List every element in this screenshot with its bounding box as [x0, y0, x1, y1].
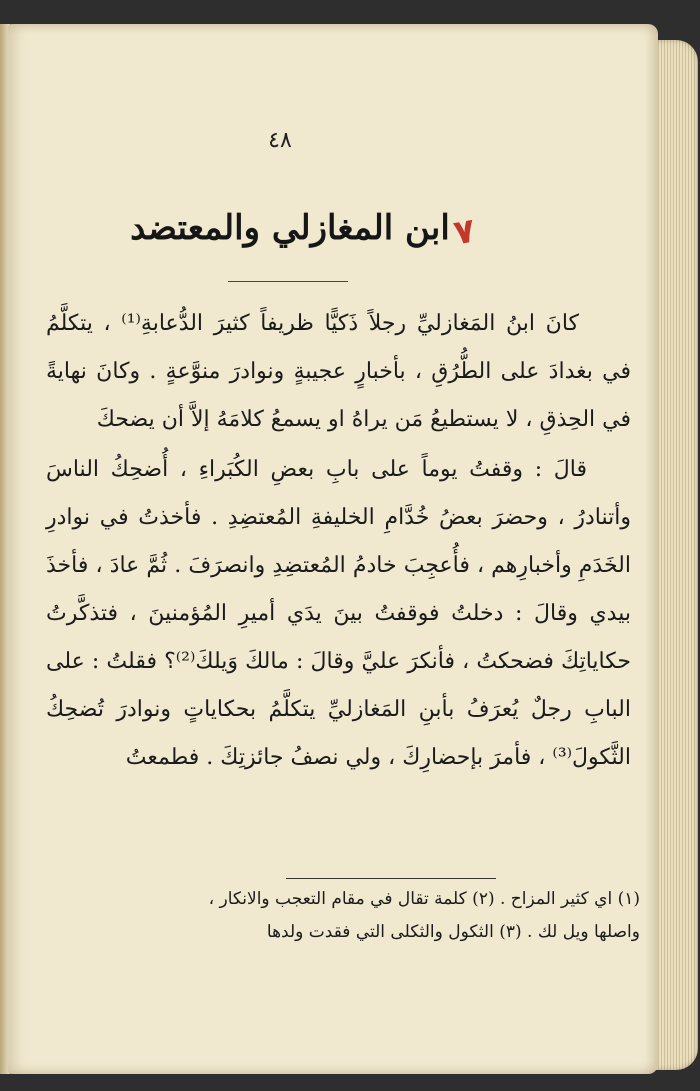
footnote-line-1: (١) اي كثير المزاح . (٢) كلمة تقال في مقام التعجب والانكار ،	[208, 889, 640, 909]
title-divider	[228, 281, 348, 282]
footnote-line-2: واصلها ويل لك . (٣) الثكول والثكلى التي فقدت ولدها	[266, 922, 640, 942]
body-text	[46, 300, 631, 782]
margin-mark: ٧	[450, 210, 479, 254]
footnotes	[30, 883, 640, 949]
paragraph-1: كانَ ابنُ المَغازليِّ رجلاً ذَكيًّا ظريفاً كثيرَ الدُّعابةِ⁽¹⁾ ، يتكلَّمُ في بغدادَ على الطُّرُقِ ، بأخبارٍ عجيبةٍ ونوادرَ منوَّعةٍ . وكانَ نهايةً في الحِذقِ ، لا يستطيعُ مَن يراهُ او يسمعُ كلامَهُ إلاَّ أن يضحكَ	[46, 311, 631, 432]
paragraph-2: قالَ : وقفتُ يوماً على بابِ بعضِ الكُبَراءِ ، أُضحِكُ الناسَ وأتنادرُ ، وحضرَ بعضُ خُدَّامِ الخليفةِ المُعتضِدِ . فأخذتُ في نوادرِ الخَدَمِ وأخبارِهم ، فأُعجِبَ خادمُ المُعتضِدِ وانصرَفَ . ثُمَّ عادَ ، فأخذَ بيدي وقالَ : دخلتُ فوقفتُ بينَ يدَي أميرِ المُؤمنينَ ، فتذكَّرتُ حكاياتِكَ فضحكتُ ، فأنكرَ عليَّ وقالَ : مالكَ وَيلكَ⁽²⁾؟ فقلتُ : على البابِ رجلٌ يُعرَفُ بأبنِ المَغازليِّ يتكلَّمُ بحكاياتٍ ونوادرَ تُضحِكُ الثَّكولَ⁽³⁾ ، فأمرَ بإحضارِكَ ، ولي نصفُ جائزتِكَ . فطمعتُ	[46, 457, 631, 770]
page-title: ابن المغازلي والمعتضد	[130, 208, 450, 248]
page-number: ٤٨	[268, 128, 292, 153]
footnote-divider	[286, 878, 496, 879]
